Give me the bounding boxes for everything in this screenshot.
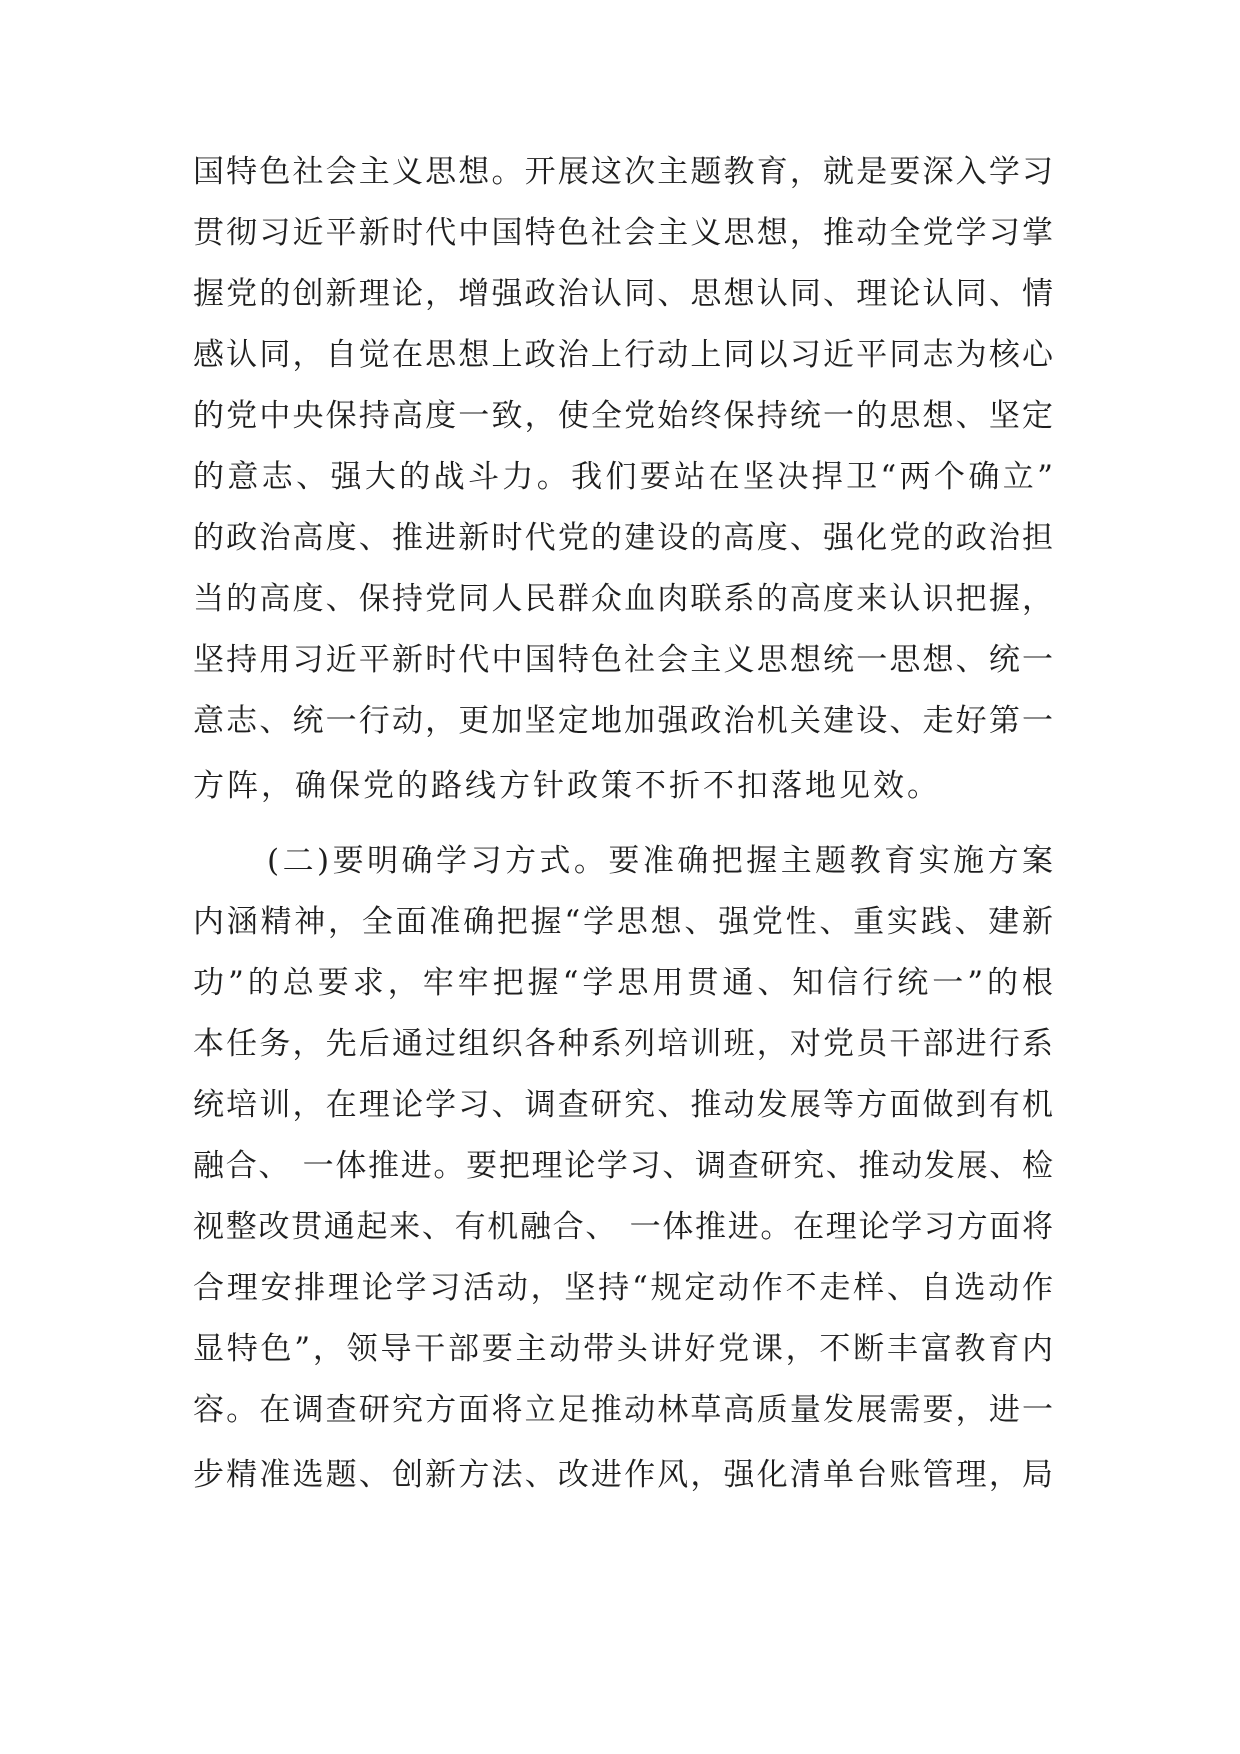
paragraph-2-line-2: 内涵精神，全面准确把握“学思想、强党性、重实践、建新 <box>193 904 1053 940</box>
paragraph-1-line-7: 的政治高度、推进新时代党的建设的高度、强化党的政治担 <box>193 520 1053 556</box>
paragraph-2-line-6: 融合、 一体推进。要把理论学习、调查研究、推动发展、检 <box>193 1148 1053 1184</box>
paragraph-1-line-1: 国特色社会主义思想。开展这次主题教育，就是要深入学习 <box>193 154 1053 190</box>
paragraph-1-line-5: 的党中央保持高度一致，使全党始终保持统一的思想、坚定 <box>193 398 1053 434</box>
paragraph-2-line-7: 视整改贯通起来、有机融合、 一体推进。在理论学习方面将 <box>193 1209 1053 1245</box>
paragraph-2-line-9: 显特色”，领导干部要主动带头讲好党课，不断丰富教育内 <box>193 1331 1053 1367</box>
paragraph-2-line-5: 统培训，在理论学习、调查研究、推动发展等方面做到有机 <box>193 1087 1053 1123</box>
paragraph-1-line-6: 的意志、强大的战斗力。我们要站在坚决捍卫“两个确立” <box>193 459 1053 495</box>
paragraph-1-line-10: 意志、统一行动，更加坚定地加强政治机关建设、走好第一 <box>193 703 1053 739</box>
paragraph-1-line-11: 方阵，确保党的路线方针政策不折不扣落地见效。 <box>193 768 941 804</box>
paragraph-2-line-4: 本任务，先后通过组织各种系列培训班，对党员干部进行系 <box>193 1026 1053 1062</box>
paragraph-1-line-4: 感认同，自觉在思想上政治上行动上同以习近平同志为核心 <box>193 337 1053 373</box>
paragraph-2-line-11: 步精准选题、创新方法、改进作风，强化清单台账管理，局 <box>193 1457 1053 1493</box>
paragraph-2-line-3: 功”的总要求，牢牢把握“学思用贯通、知信行统一”的根 <box>193 965 1053 1001</box>
paragraph-2-line-1: (二)要明确学习方式。要准确把握主题教育实施方案 <box>267 843 1053 879</box>
paragraph-1-line-3: 握党的创新理论，增强政治认同、思想认同、理论认同、情 <box>193 276 1053 312</box>
paragraph-2-line-8: 合理安排理论学习活动，坚持“规定动作不走样、自选动作 <box>193 1270 1053 1306</box>
paragraph-1-line-9: 坚持用习近平新时代中国特色社会主义思想统一思想、统一 <box>193 642 1053 678</box>
paragraph-1-line-2: 贯彻习近平新时代中国特色社会主义思想，推动全党学习掌 <box>193 215 1053 251</box>
paragraph-1-line-8: 当的高度、保持党同人民群众血肉联系的高度来认识把握， <box>193 581 1053 617</box>
paragraph-2-line-10: 容。在调查研究方面将立足推动林草高质量发展需要，进一 <box>193 1392 1053 1428</box>
